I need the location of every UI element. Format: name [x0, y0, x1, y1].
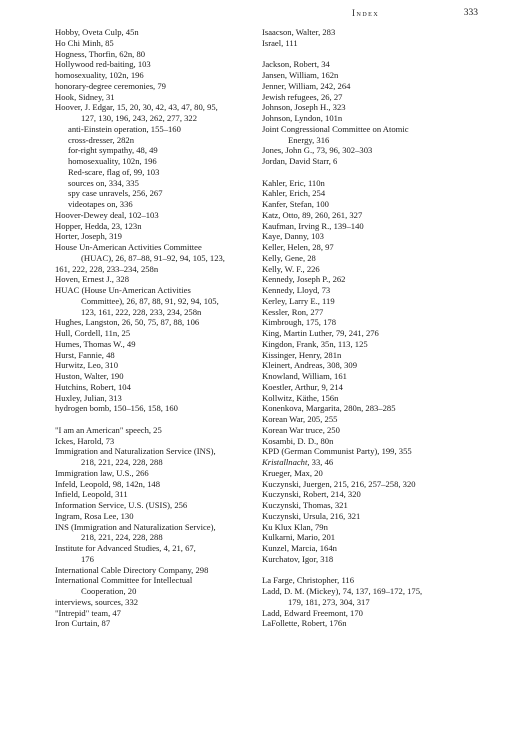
index-entry: Kahler, Erich, 254: [262, 188, 326, 199]
index-entry: hydrogen bomb, 150–156, 158, 160: [55, 403, 178, 414]
index-entry: LaFollette, Robert, 176n: [262, 618, 347, 629]
index-entry: Kristallnacht, 33, 46: [262, 457, 334, 467]
index-entry: Red-scare, flag of, 99, 103: [68, 166, 160, 177]
index-entry: Immigration and Naturalization Service (INS),: [55, 446, 216, 457]
index-entry: Kanfer, Stefan, 100: [262, 199, 329, 209]
index-entry: House Un-American Activities Committee: [55, 242, 202, 252]
index-entry: Hughes, Langston, 26, 50, 75, 87, 88, 106: [55, 317, 200, 328]
index-entry: Kulkarni, Mario, 201: [262, 532, 336, 543]
index-entry: Konenkova, Margarita, 280n, 283–285: [262, 403, 396, 414]
index-entry: Jenner, William, 242, 264: [262, 80, 351, 91]
index-entry: Ingram, Rosa Lee, 130: [55, 510, 134, 521]
index-entry: anti-Einstein operation, 155–160: [68, 123, 181, 134]
index-entry: Kosambi, D. D., 80n: [262, 435, 334, 446]
index-gap: [262, 565, 472, 576]
index-entry: Ickes, Harold, 73: [55, 435, 115, 446]
index-entry: Kingdon, Frank, 35n, 113, 125: [262, 338, 368, 349]
index-entry: interviews, sources, 332: [55, 596, 139, 607]
page-number: 333: [463, 8, 478, 18]
index-entry: homosexuality, 102n, 196: [55, 70, 144, 80]
index-entry: Knowland, William, 161: [262, 371, 347, 381]
index-entry: Hutchins, Robert, 104: [55, 381, 131, 392]
index-entry: Hopper, Hedda, 23, 123n: [55, 220, 142, 231]
index-entry: Ho Chi Minh, 85: [55, 37, 114, 48]
index-entry: Humes, Thomas W., 49: [55, 338, 136, 349]
index-entry: Joint Congressional Committee on Atomic: [262, 123, 409, 134]
index-entry: "I am an American" speech, 25: [55, 424, 162, 435]
index-entry: International Committee for Intellectual: [55, 575, 193, 586]
index-column-right: [262, 27, 472, 629]
index-entry: La Farge, Christopher, 116: [262, 575, 355, 586]
index-entry: Kerley, Larry E., 119: [262, 295, 335, 306]
index-entry: Korean War truce, 250: [262, 424, 340, 435]
running-header: [0, 8, 510, 22]
index-entry: 127, 130, 196, 243, 262, 277, 322: [81, 113, 198, 123]
index-entry: Kessler, Ron, 277: [262, 306, 324, 317]
index-entry: Hurst, Fannie, 48: [55, 349, 115, 360]
index-entry: 176: [81, 553, 94, 564]
index-entry: Hoven, Ernest J., 328: [55, 274, 129, 285]
index-entry: Kelly, Gene, 28: [262, 252, 316, 263]
index-entry: Horter, Joseph, 319: [55, 231, 122, 242]
index-entry: 123, 161, 222, 228, 233, 234, 258n: [81, 306, 202, 317]
index-entry: Information Service, U.S. (USIS), 256: [55, 500, 188, 510]
index-entry: Iron Curtain, 87: [55, 618, 111, 629]
index-entry: 161, 222, 228, 233–234, 258n: [55, 263, 159, 274]
index-entry: Isaacson, Walter, 283: [262, 27, 336, 37]
index-entry: INS (Immigration and Naturalization Service),: [55, 521, 216, 532]
index-entry: Kennedy, Joseph P., 262: [262, 274, 346, 285]
index-entry: Jordan, David Starr, 6: [262, 156, 338, 166]
index-entry: "Intrepid" team, 47: [55, 607, 121, 618]
index-entry: 218, 221, 224, 228, 288: [81, 532, 163, 543]
index-entry: Committee), 26, 87, 88, 91, 92, 94, 105,: [81, 295, 219, 306]
index-entry: Israel, 111: [262, 37, 298, 48]
index-entry: (HUAC), 26, 87–88, 91–92, 94, 105, 123,: [81, 252, 225, 263]
index-entry: Ladd, Edward Freemont, 170: [262, 607, 363, 618]
index-entry: Keller, Helen, 28, 97: [262, 242, 334, 252]
index-entry: Kleinert, Andreas, 308, 309: [262, 360, 357, 371]
index-entry: Huxley, Julian, 313: [55, 392, 122, 403]
index-entry: Kissinger, Henry, 281n: [262, 349, 342, 360]
index-entry: Kelly, W. F., 226: [262, 263, 320, 274]
index-entry: Johnson, Lyndon, 101n: [262, 113, 343, 123]
index-entry: Korean War, 205, 255: [262, 414, 338, 424]
index-entry: Hobby, Oveta Culp, 45n: [55, 27, 139, 37]
index-entry: Jewish refugees, 26, 27: [262, 91, 343, 102]
index-entry: Institute for Advanced Studies, 4, 21, 67,: [55, 543, 196, 553]
index-entry: Cooperation, 20: [81, 586, 137, 596]
index-entry: Hook, Sidney, 31: [55, 91, 115, 102]
index-entry: Ladd, D. M. (Mickey), 74, 137, 169–172, 175,: [262, 586, 423, 596]
index-entry: Kimbrough, 175, 178: [262, 317, 336, 328]
index-entry: Hollywood red-baiting, 103: [55, 59, 151, 70]
index-entry: Kuczynski, Ursula, 216, 321: [262, 510, 361, 521]
index-entry: Jackson, Robert, 34: [262, 59, 330, 70]
index-entry: homosexuality, 102n, 196: [68, 156, 157, 166]
index-entry: Kollwitz, Käthe, 156n: [262, 392, 339, 403]
index-gap: [55, 414, 255, 425]
index-entry: Katz, Otto, 89, 260, 261, 327: [262, 209, 363, 220]
index-entry: Hoover-Dewey deal, 102–103: [55, 209, 159, 220]
index-entry: Kuczynski, Juergen, 215, 216, 257–258, 320: [262, 478, 416, 489]
index-entry: Hurwitz, Leo, 310: [55, 360, 119, 371]
index-column-left: [55, 27, 255, 629]
index-gap: [262, 49, 472, 60]
index-entry: for-right sympathy, 48, 49: [68, 145, 158, 156]
index-entry: Johnson, Joseph H., 323: [262, 102, 346, 113]
index-entry: Infield, Leopold, 311: [55, 489, 128, 500]
index-entry: Infeld, Leopold, 98, 142n, 148: [55, 478, 161, 489]
index-entry: Kunzel, Marcia, 164n: [262, 543, 337, 553]
index-entry: Kaufman, Irving R., 139–140: [262, 220, 364, 231]
index-entry: Energy, 316: [288, 134, 330, 145]
index-entry: 218, 221, 224, 228, 288: [81, 457, 163, 467]
index-entry: Hoover, J. Edgar, 15, 20, 30, 42, 43, 47, 80, 95,: [55, 102, 218, 113]
index-entry: Koestler, Arthur, 9, 214: [262, 381, 343, 392]
index-entry: Krueger, Max, 20: [262, 467, 323, 478]
index-entry: Kahler, Eric, 110n: [262, 177, 325, 188]
index-entry: Kennedy, Lloyd, 73: [262, 285, 331, 295]
index-entry: Huston, Walter, 190: [55, 371, 124, 381]
index-entry: Jansen, William, 162n: [262, 70, 339, 80]
index-entry: Immigration law, U.S., 266: [55, 467, 149, 478]
running-title: Index: [352, 8, 380, 18]
index-entry: Kuczynski, Thomas, 321: [262, 500, 348, 510]
index-entry: Ku Klux Klan, 79n: [262, 521, 328, 532]
index-entry: Hogness, Thorfin, 62n, 80: [55, 48, 146, 59]
index-entry: King, Martin Luther, 79, 241, 276: [262, 328, 379, 338]
index-entry: sources on, 334, 335: [68, 177, 139, 188]
index-entry: honorary-degree ceremonies, 79: [55, 80, 166, 91]
index-entry: HUAC (House Un-American Activities: [55, 285, 191, 295]
index-entry: Kuczynski, Robert, 214, 320: [262, 489, 361, 500]
index-gap: [262, 167, 472, 178]
index-entry: International Cable Directory Company, 298: [55, 564, 209, 575]
index-entry: Hull, Cordell, 11n, 25: [55, 328, 131, 338]
index-entry: Kurchatov, Igor, 318: [262, 553, 334, 564]
index-entry: cross-dresser, 282n: [68, 134, 135, 145]
index-entry: Kaye, Danny, 103: [262, 231, 324, 242]
index-entry: videotapes on, 336: [68, 199, 133, 209]
index-entry: 179, 181, 273, 304, 317: [288, 596, 370, 607]
index-entry: Jones, John G., 73, 96, 302–303: [262, 145, 373, 156]
index-entry: KPD (German Communist Party), 199, 355: [262, 446, 412, 457]
index-entry: spy case unravels, 256, 267: [68, 188, 163, 199]
